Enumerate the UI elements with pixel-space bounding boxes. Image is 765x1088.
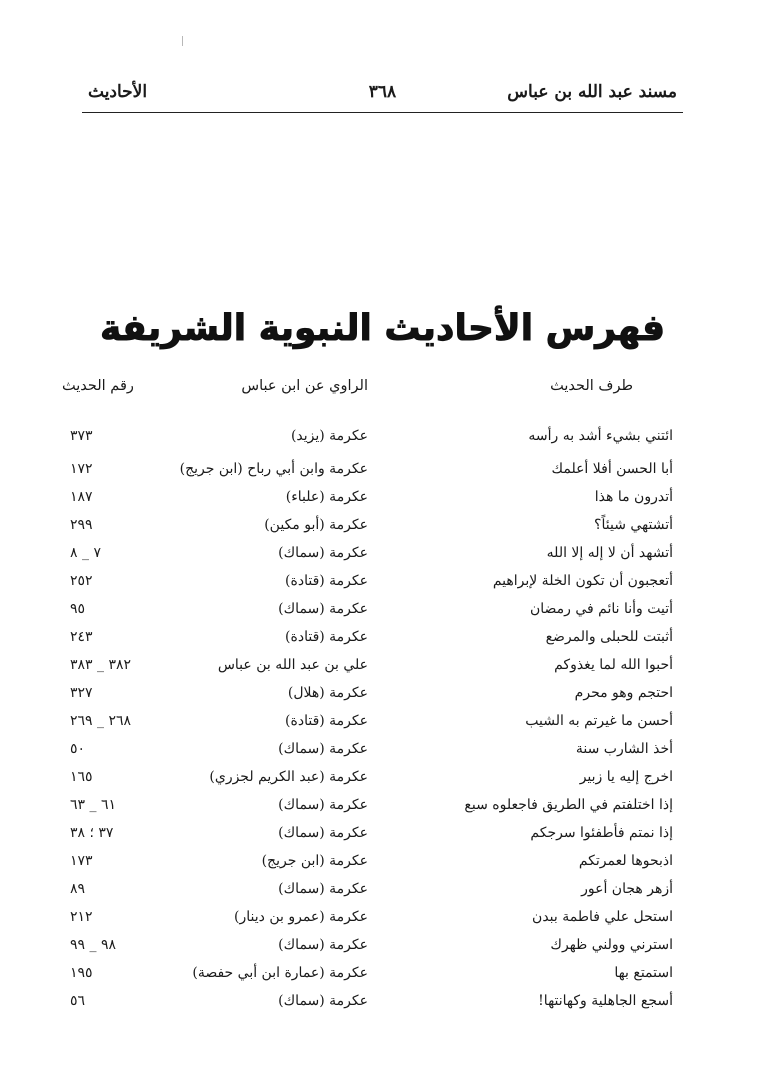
table-row — [58, 851, 673, 879]
number-cell: ١٩٥ — [70, 965, 93, 981]
table-row — [58, 879, 673, 907]
narrator-cell: عكرمة (قتادة) — [285, 573, 368, 589]
book-title: مسند عبد الله بن عباس — [507, 82, 677, 102]
table-row — [58, 515, 673, 543]
narrator-cell: عكرمة (عمرو بن دينار) — [234, 909, 368, 925]
page-number: ٣٦٨ — [368, 82, 397, 102]
hadith-cell: احتجم وهو محرم — [574, 685, 673, 701]
hadith-cell: أتشتهي شيئاً؟ — [594, 517, 673, 533]
hadith-cell: اخرج إليه يا زبير — [579, 769, 673, 785]
scan-mark — [182, 36, 183, 46]
narrator-cell: عكرمة (سماك) — [278, 937, 368, 953]
number-cell: ٢٩٩ — [70, 517, 93, 533]
hadith-cell: أتشهد أن لا إله إلا الله — [546, 545, 673, 561]
number-cell: ١٧٢ — [70, 461, 93, 477]
hadith-cell: ائتني بشيء أشد به رأسه — [528, 428, 673, 444]
hadith-cell: استرني وولني ظهرك — [550, 937, 673, 953]
number-cell: ٧ _ ٨ — [70, 545, 101, 561]
table-row — [58, 543, 673, 571]
number-cell: ٣٢٧ — [70, 685, 93, 701]
hadith-cell: أخذ الشارب سنة — [575, 741, 673, 757]
hadith-cell: أتيت وأنا نائم في رمضان — [529, 601, 673, 617]
header-rule — [82, 112, 683, 113]
table-row — [58, 823, 673, 851]
hadith-cell: إذا اختلفتم في الطريق فاجعلوه سبع — [464, 797, 673, 813]
narrator-cell: عكرمة (أبو مكين) — [264, 517, 368, 533]
narrator-cell: عكرمة (عمارة ابن أبي حفصة) — [192, 965, 368, 981]
hadith-cell: أحبوا الله لما يغذوكم — [554, 657, 673, 673]
table-row — [58, 935, 673, 963]
table-row — [58, 795, 673, 823]
narrator-cell: عكرمة (سماك) — [278, 545, 368, 561]
narrator-cell: عكرمة (سماك) — [278, 993, 368, 1009]
narrator-cell: عكرمة (هلال) — [287, 685, 368, 701]
hadith-cell: اذبحوها لعمرتكم — [578, 853, 673, 869]
index-title: فهرس الأحاديث النبوية الشريفة — [99, 308, 666, 350]
hadith-cell: أحسن ما غيرتم به الشيب — [525, 713, 673, 729]
table-row — [58, 655, 673, 683]
narrator-cell: عكرمة (ابن جريج) — [261, 853, 368, 869]
table-row — [58, 963, 673, 991]
narrator-cell: عكرمة (علباء) — [285, 489, 368, 505]
number-cell: ٣٨٢ _ ٣٨٣ — [70, 657, 132, 673]
number-cell: ٨٩ — [70, 881, 86, 897]
hadith-cell: أزهر هجان أعور — [581, 881, 673, 897]
narrator-cell: عكرمة (يزيد) — [290, 428, 368, 444]
hadith-cell: أسجع الجاهلية وكهانتها! — [538, 993, 673, 1009]
number-cell: ٥٠ — [70, 741, 86, 757]
number-cell: ١٧٣ — [70, 853, 93, 869]
narrator-cell: علي بن عبد الله بن عباس — [217, 657, 368, 673]
number-cell: ٢٥٢ — [70, 573, 93, 589]
number-cell: ٣٧٣ — [70, 428, 93, 444]
number-cell: ٢١٢ — [70, 909, 93, 925]
narrator-cell: عكرمة (سماك) — [278, 825, 368, 841]
table-row — [58, 571, 673, 599]
narrator-cell: عكرمة (سماك) — [278, 881, 368, 897]
table-row — [58, 739, 673, 767]
number-cell: ٩٥ — [70, 601, 86, 617]
narrator-cell: عكرمة (سماك) — [278, 741, 368, 757]
number-cell: ٢٤٣ — [70, 629, 93, 645]
number-cell: ٣٧ ؛ ٣٨ — [70, 825, 114, 841]
table-row — [58, 627, 673, 655]
column-headers — [58, 378, 673, 404]
column-header-number: رقم الحديث — [62, 378, 134, 394]
table-row — [58, 907, 673, 935]
number-cell: ١٨٧ — [70, 489, 93, 505]
number-cell: ٩٨ _ ٩٩ — [70, 937, 116, 953]
table-row — [58, 683, 673, 711]
hadith-index-table — [58, 426, 673, 1019]
narrator-cell: عكرمة (سماك) — [278, 601, 368, 617]
table-row — [58, 599, 673, 627]
table-row — [58, 426, 673, 459]
narrator-cell: عكرمة (عبد الكريم لجزري) — [209, 769, 368, 785]
narrator-cell: عكرمة (قتادة) — [285, 629, 368, 645]
table-row — [58, 459, 673, 487]
hadith-cell: أبا الحسن أفلا أعلمك — [551, 461, 673, 477]
number-cell: ٦١ _ ٦٣ — [70, 797, 116, 813]
number-cell: ٢٦٨ _ ٢٦٩ — [70, 713, 132, 729]
column-header-narrator: الراوي عن ابن عباس — [241, 378, 368, 394]
hadith-cell: استحل علي فاطمة ببدن — [532, 909, 673, 925]
hadith-cell: أتعجبون أن تكون الخلة لإبراهيم — [492, 573, 673, 589]
narrator-cell: عكرمة وابن أبي رباح (ابن جريج) — [179, 461, 368, 477]
hadith-cell: أثبتت للحبلى والمرضع — [545, 629, 673, 645]
hadith-cell: إذا نمتم فأطفئوا سرجكم — [530, 825, 673, 841]
hadith-cell: أتدرون ما هذا — [594, 489, 673, 505]
narrator-cell: عكرمة (سماك) — [278, 797, 368, 813]
number-cell: ١٦٥ — [70, 769, 93, 785]
narrator-cell: عكرمة (قتادة) — [285, 713, 368, 729]
column-header-hadith: طرف الحديث — [550, 378, 633, 394]
number-cell: ٥٦ — [70, 993, 86, 1009]
table-row — [58, 767, 673, 795]
running-head — [88, 82, 677, 112]
table-row — [58, 711, 673, 739]
table-row — [58, 991, 673, 1019]
hadith-cell: استمتع بها — [614, 965, 673, 981]
table-row — [58, 487, 673, 515]
section-title: الأحاديث — [88, 82, 148, 102]
